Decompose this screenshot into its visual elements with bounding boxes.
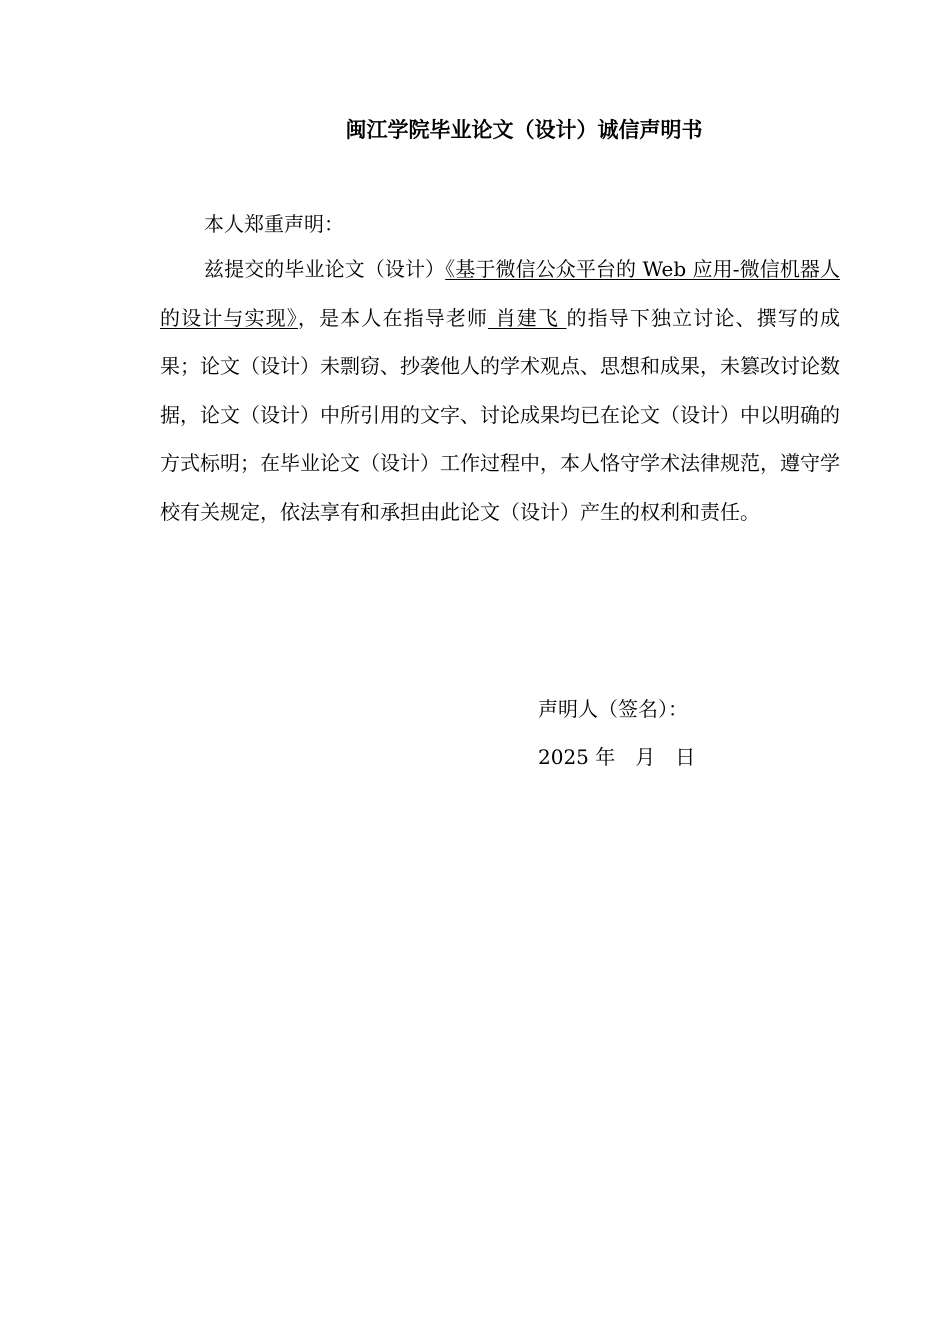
thesis-title: 《基于微信公众平台的 Web 应用-微信机器人的设计与实现》 (160, 257, 841, 330)
document-title: 闽江学院毕业论文（设计）诚信声明书 (345, 117, 703, 142)
statement-text-part2: ，是本人在指导老师 (297, 305, 489, 330)
advisor-name: 肖建飞 (488, 305, 567, 330)
signature-label: 声明人（签名）： (538, 697, 688, 721)
intro-paragraph: 本人郑重声明： (204, 212, 344, 236)
statement-text-part3: 的指导下独立讨论、撰写的成果；论文（设计）未剽窃、抄袭他人的学术观点、思想和成果，未篡改讨论数据，论文（设计）中所引用的文字、讨论成果均已在论文（设计）中以明确的方式标明；在毕业论文（设计）工作过程中，本人恪守学术法律规范，遵守学校有关规定，依法享有和承担由此论文（设计）产生的权利和责任。 (160, 305, 841, 524)
statement-text-part1: 兹提交的毕业论文（设计） (204, 257, 446, 281)
signature-date: 2025 年 月 日 (538, 745, 696, 769)
statement-paragraph (160, 245, 840, 537)
signature-block (538, 685, 695, 781)
